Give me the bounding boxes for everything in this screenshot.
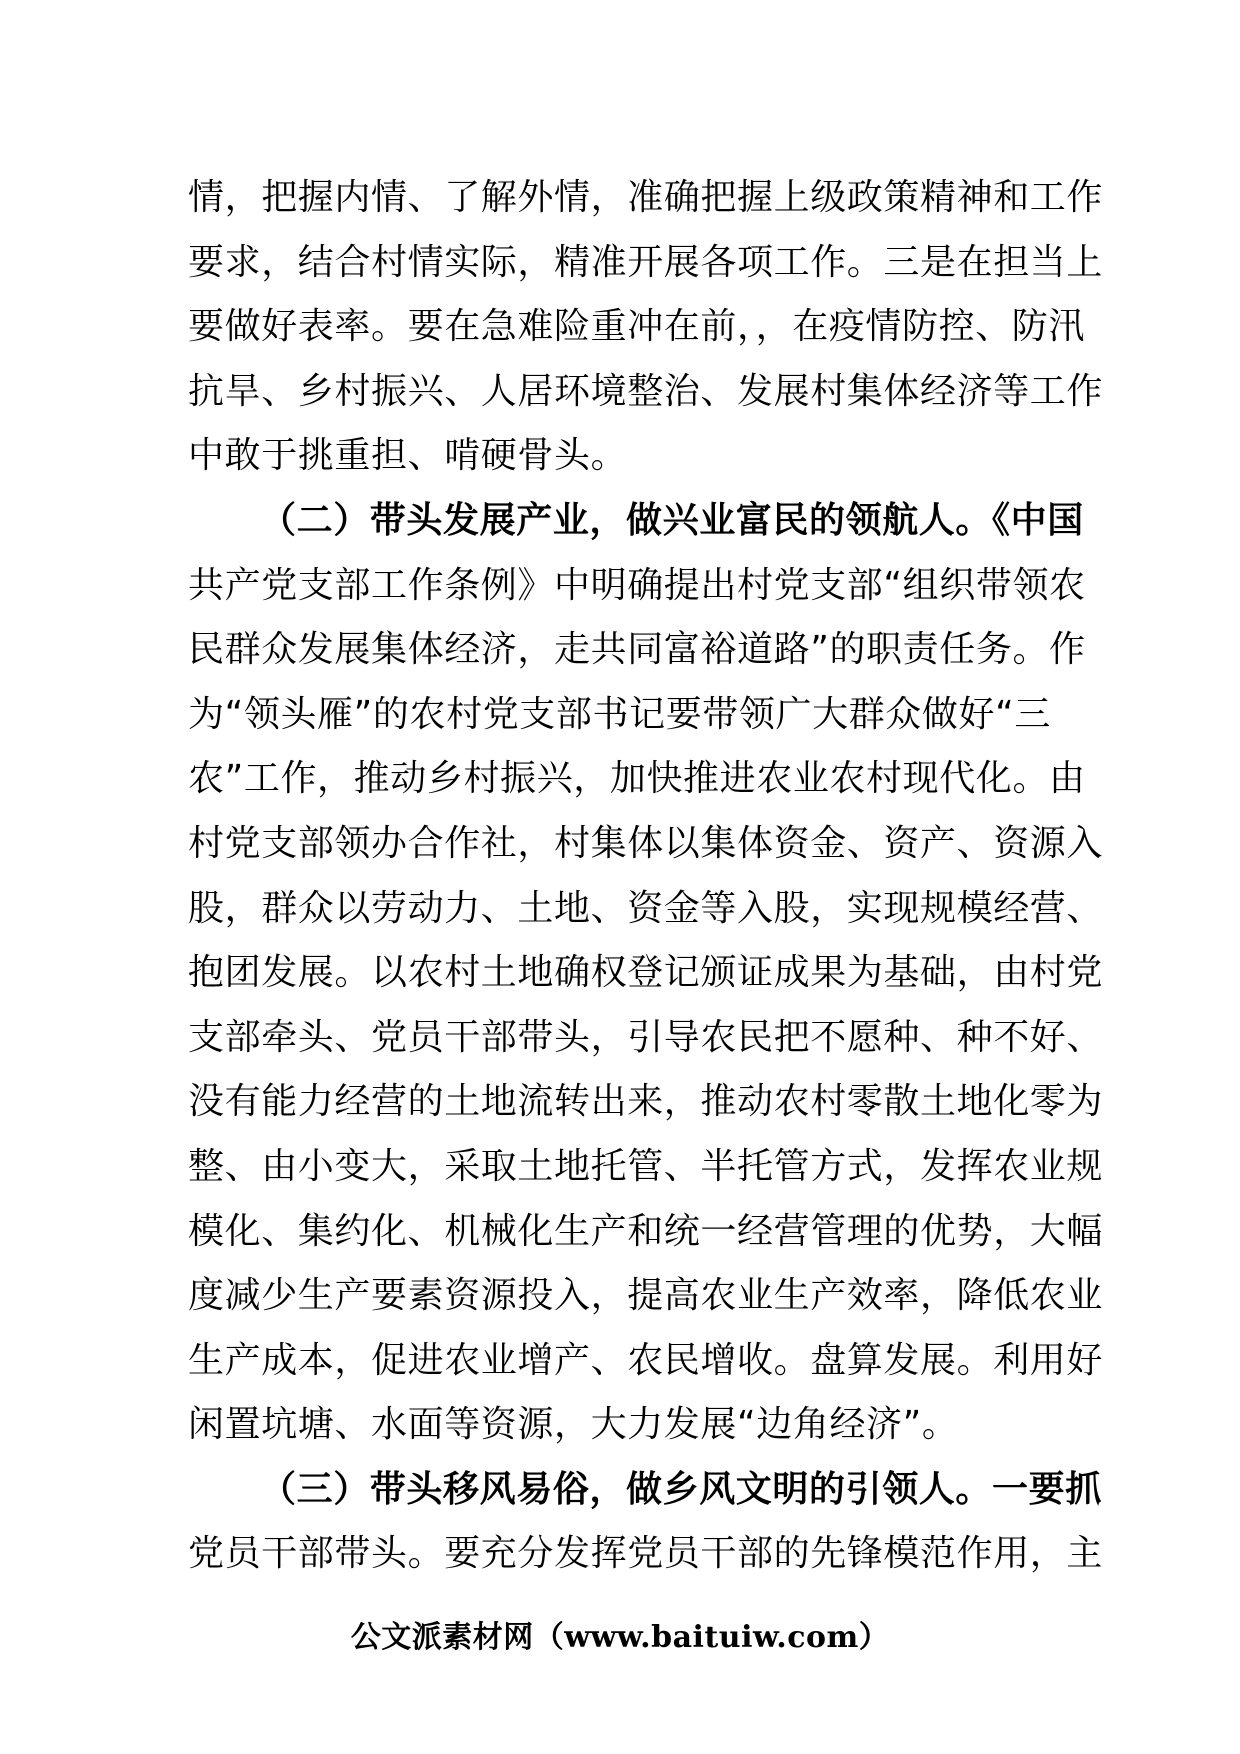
text-line-14: 支部牵头、党员干部带头，引导农民把不愿种、种不好、 bbox=[188, 1016, 1104, 1058]
text-line-20: 闲置坑塘、水面等资源，大力发展“边角经济”。 bbox=[188, 1404, 959, 1446]
text-line-9: 为“领头雁”的农村党支部书记要带领广大群众做好“三 bbox=[188, 693, 1051, 735]
text-line-16: 整、由小变大，采取土地托管、半托管方式，发挥农业规 bbox=[188, 1145, 1104, 1187]
body-text bbox=[188, 166, 1104, 1587]
text-line-18: 度减少生产要素资源投入，提高农业生产效率，降低农业 bbox=[188, 1275, 1104, 1317]
text-line-7: 共产党支部工作条例》中明确提出村党支部“组织带领农 bbox=[188, 564, 1086, 606]
text-line-1: 情，把握内情、了解外情，准确把握上级政策精神和工作 bbox=[188, 177, 1104, 218]
footer-watermark: 公文派素材网（www.baituiw.com） bbox=[350, 1620, 890, 1655]
text-line-19: 生产成本，促进农业增产、农民增收。盘算发展。利用好 bbox=[188, 1339, 1104, 1381]
section-heading-2: （二）带头发展产业，做兴业富民的领航人。《中国 bbox=[260, 499, 1084, 541]
text-line-11: 村党支部领办合作社，村集体以集体资金、资产、资源入 bbox=[188, 822, 1104, 864]
text-line-13: 抱团发展。以农村土地确权登记颁证成果为基础，由村党 bbox=[188, 952, 1104, 994]
section-heading-3: （三）带头移风易俗，做乡风文明的引领人。一要抓 bbox=[260, 1468, 1102, 1510]
text-line-5: 中敢于挑重担、啃硬骨头。 bbox=[188, 435, 628, 477]
text-line-17: 模化、集约化、机械化生产和统一经营管理的优势，大幅 bbox=[188, 1210, 1104, 1252]
text-line-2: 要求，结合村情实际，精准开展各项工作。三是在担当上 bbox=[188, 241, 1104, 283]
text-line-4: 抗旱、乡村振兴、人居环境整治、发展村集体经济等工作 bbox=[188, 370, 1104, 412]
text-line-3: 要做好表率。要在急难险重冲在前，，在疫情防控、防汛 bbox=[188, 306, 1086, 348]
text-line-12: 股，群众以劳动力、土地、资金等入股，实现规模经营、 bbox=[188, 887, 1104, 929]
text-line-8: 民群众发展集体经济，走共同富裕道路”的职责任务。作 bbox=[188, 629, 1086, 671]
text-line-15: 没有能力经营的土地流转出来，推动农村零散土地化零为 bbox=[188, 1081, 1104, 1123]
text-line-10: 农”工作，推动乡村振兴，加快推进农业农村现代化。由 bbox=[188, 758, 1086, 800]
text-line-22: 党员干部带头。要充分发挥党员干部的先锋模范作用，主 bbox=[188, 1533, 1104, 1575]
